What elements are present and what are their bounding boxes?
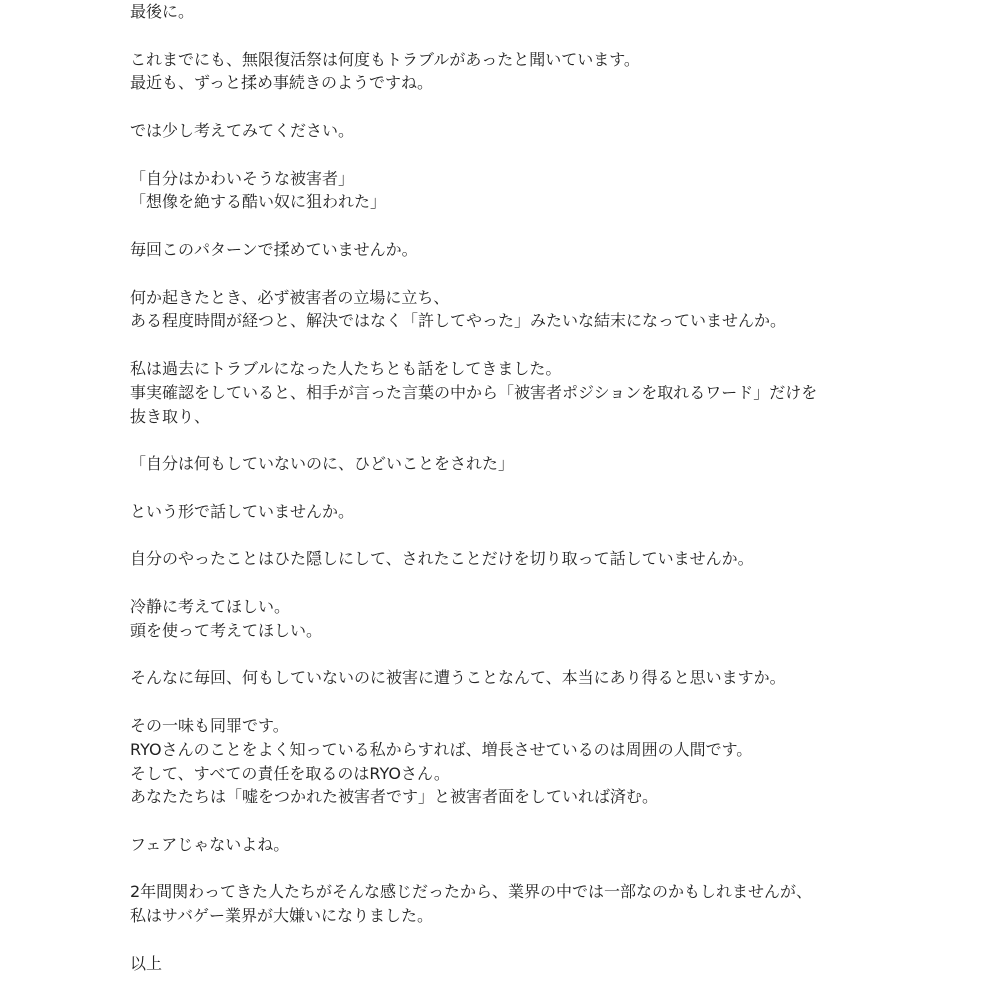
text-line: 頭を使って考えてほしい。 [130, 620, 323, 640]
text-line: そんなに毎回、何もしていないのに被害に遭うことなんて、本当にあり得ると思いますか。 [130, 668, 786, 688]
document-body [130, 0, 890, 976]
text-line: 以上 [130, 953, 163, 973]
blank-line [130, 690, 890, 714]
blank-line [130, 643, 890, 667]
text-line: 私はサバゲー業界が大嫌いになりました。 [130, 906, 434, 926]
text-line: 何か起きたとき、必ず被害者の立場に立ち、 [130, 287, 450, 307]
text-line: 2年間関わってきた人たちがそんな感じだったから、業界の中では一部なのかもしれませんが、 [130, 882, 813, 902]
text-line: フェアじゃないよね。 [130, 834, 290, 854]
text-line: 自分のやったことはひた隠しにして、されたことだけを切り取って話していませんか。 [130, 549, 754, 569]
text-line: 「想像を絶する酷い奴に狙われた」 [130, 192, 387, 212]
blank-line [130, 476, 890, 500]
blank-line [130, 214, 890, 238]
text-line: 抜き取り、 [130, 406, 211, 426]
text-line: 毎回このパターンで揉めていませんか。 [130, 239, 418, 259]
text-line: 事実確認をしていると、相手が言った言葉の中から「被害者ポジションを取れるワード」だけを [130, 382, 818, 402]
blank-line [130, 333, 890, 357]
text-line: その一味も同罪です。 [130, 715, 289, 735]
blank-line [130, 428, 890, 452]
blank-line [130, 262, 890, 286]
blank-line [130, 95, 890, 119]
text-line: あなたたちは「嘘をつかれた被害者です」と被害者面をしていれば済む。 [130, 787, 659, 807]
blank-line [130, 24, 890, 48]
text-line: 「自分はかわいそうな被害者」 [130, 168, 355, 188]
blank-line [130, 143, 890, 167]
blank-line [130, 928, 890, 952]
text-line: 冷静に考えてほしい。 [130, 596, 291, 616]
text-line: これまでにも、無限復活祭は何度もトラブルがあったと聞いています。 [130, 49, 640, 69]
text-line: 最後に。 [130, 2, 195, 21]
text-line: ある程度時間が経つと、解決ではなく「許してやった」みたいな結末になっていませんか。 [130, 311, 787, 331]
text-line: 「自分は何もしていないのに、ひどいことをされた」 [130, 454, 515, 474]
blank-line [130, 857, 890, 881]
text-line: 私は過去にトラブルになった人たちとも話をしてきました。 [130, 358, 562, 378]
text-line: 最近も、ずっと揉め事続きのようですね。 [130, 73, 434, 93]
blank-line [130, 571, 890, 595]
text-line: RYOさんのことをよく知っている私からすれば、増長させているのは周囲の人間です。 [130, 739, 753, 759]
text-line: そして、すべての責任を取るのはRYOさん。 [130, 763, 450, 783]
text-line: では少し考えてみてください。 [130, 120, 355, 140]
text-line: という形で話していませんか。 [130, 501, 355, 521]
blank-line [130, 809, 890, 833]
blank-line [130, 524, 890, 548]
